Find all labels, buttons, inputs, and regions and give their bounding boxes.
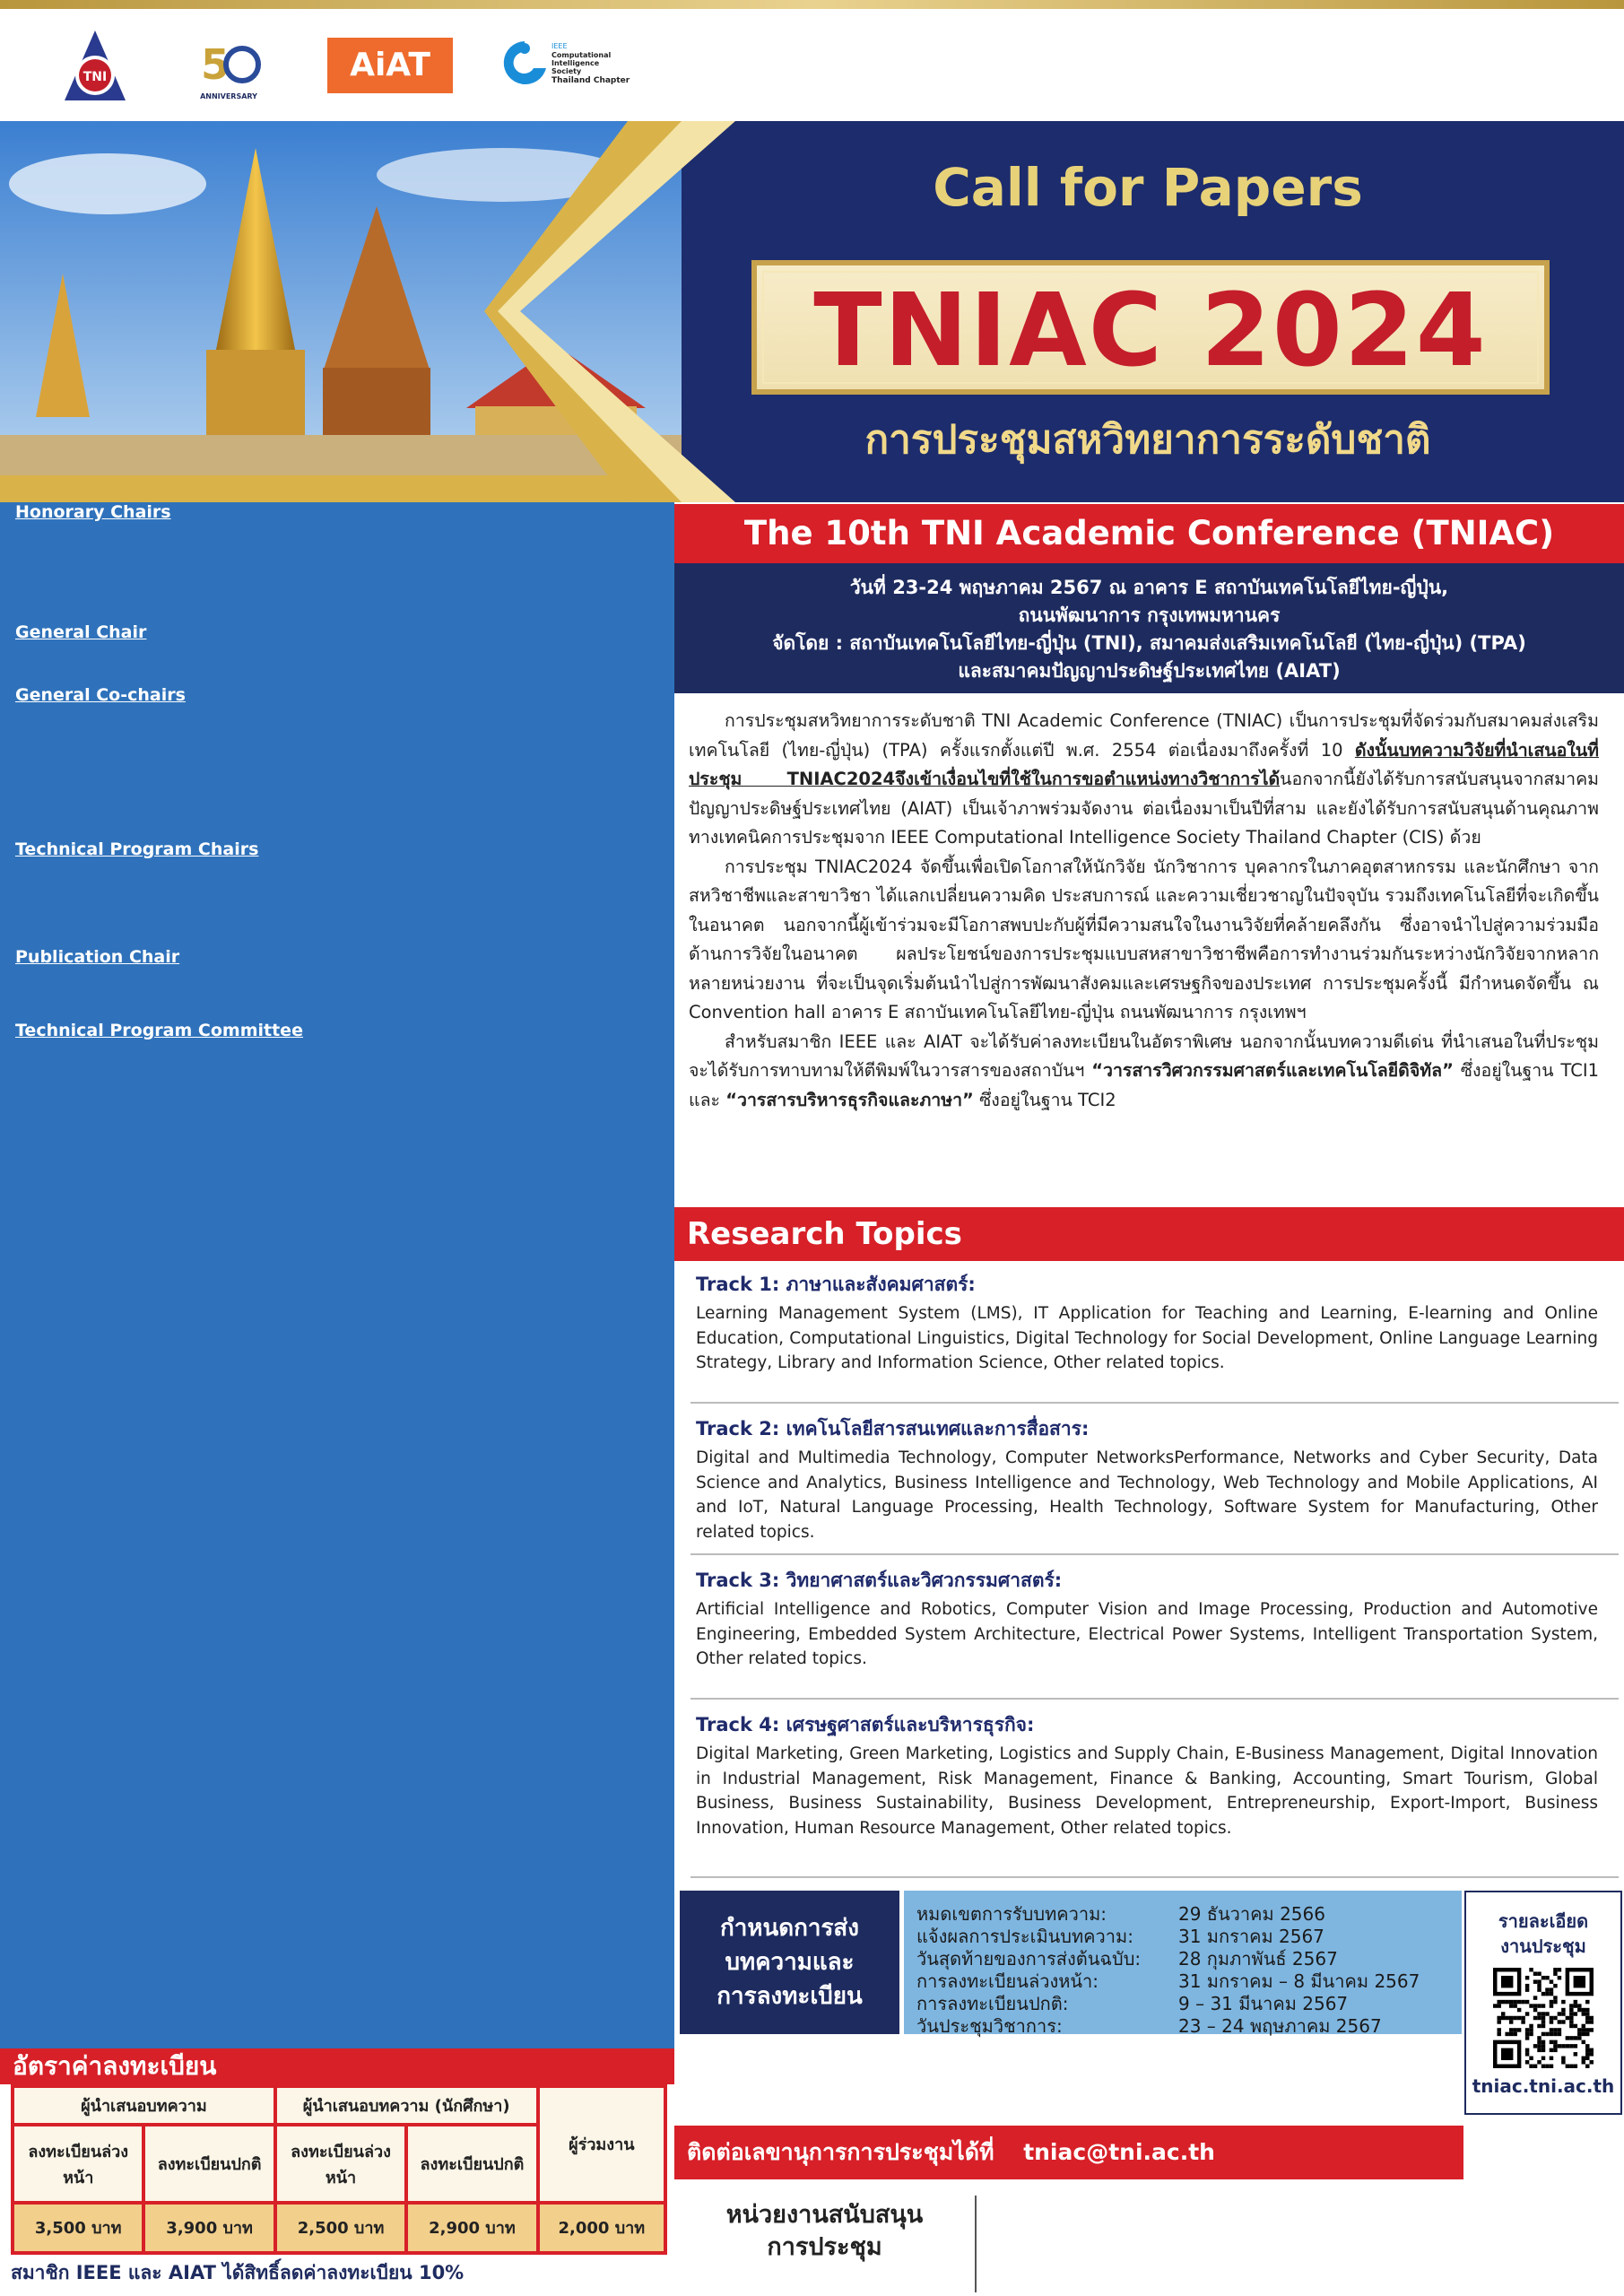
journal-2-name: “วารสารบริหารธุรกิจและภาษา”	[725, 1089, 974, 1110]
schedule-label-line-3: การลงทะเบียน	[716, 1983, 863, 2010]
sponsor-line-2: การประชุม	[767, 2233, 882, 2261]
contact-email[interactable]: tniac@tni.ac.th	[1023, 2139, 1215, 2165]
fee-price: 3,500 บาท	[13, 2203, 143, 2253]
tpc-heading: Technical Program Committee	[15, 1021, 303, 1040]
sponsor-divider	[975, 2196, 977, 2292]
track-3-topics: Artificial Intelligence and Robotics, Computer Vision and Image Processing, Production and Automotive Engineering, Embedded System Architecture, Electrical Power Systems, Intelligent Transportation System, Other related topics.	[696, 1600, 1598, 1668]
qr-title-line-1: รายละเอียด	[1498, 1910, 1589, 1932]
anniversary-text: ANNIVERSARY	[200, 92, 257, 100]
schedule-label-line-2: บทความและ	[725, 1949, 855, 1976]
date-label: วันสุดท้ายของการส่งต้นฉบับ:	[916, 1948, 1142, 1970]
fee-price: 3,900 บาท	[143, 2203, 274, 2253]
description-paragraph-3	[689, 1028, 1599, 1116]
fee-normal-label: ลงทะเบียนปกติ	[406, 2125, 537, 2203]
registration-fee-heading: อัตราค่าลงทะเบียน	[0, 2048, 674, 2084]
conference-edition-heading: The 10th TNI Academic Conference (TNIAC)	[674, 504, 1624, 563]
description-paragraph-1	[689, 707, 1599, 853]
track-2-title: Track 2: เทคโนโลยีสารสนเทศและการสื่อสาร:	[696, 1418, 1090, 1439]
p1-highlight: ดังนั้นบทความวิจัยที่นำเสนอในที่ประชุม TNIAC2024จึงเข้าเงื่อนไขที่ใช้ในการขอตำแหน่งทางวิชาการได้	[689, 739, 1599, 789]
track-3	[696, 1566, 1598, 1672]
ieee-line-3: Society	[551, 67, 582, 75]
logo-bar	[0, 9, 1624, 121]
track-1-topics: Learning Management System (LMS), IT Application for Teaching and Learning, E-learning and Online Education, Computational Linguistics, Digital Technology for Social Development, Online Language Learning Strategy, Library and Information Science, Other related topics.	[696, 1304, 1598, 1372]
svg-text:5: 5	[200, 40, 230, 89]
fee-price: 2,900 บาท	[406, 2203, 537, 2253]
important-dates	[904, 1891, 1462, 2037]
date-label: การลงทะเบียนปกติ:	[916, 1993, 1069, 2014]
p3-part-a: สำหรับสมาชิก IEEE และ AIAT จะได้รับค่าลงทะเบียนในอัตราพิเศษ นอกจากนั้นบทความดีเด่น ที่นำเสนอในที่ประชุม จะได้รับการทาบทามให้ตีพิมพ์ในวารสารของสถาบันฯ	[689, 1031, 1599, 1081]
qr-code-icon[interactable]	[1493, 1968, 1594, 2068]
p3-part-c: ซึ่งอยู่ในฐาน TCI1 และ	[689, 1060, 1599, 1110]
publication-chair-heading: Publication Chair	[15, 947, 180, 967]
tpc-chairs-heading: Technical Program Chairs	[15, 839, 259, 859]
qr-title	[1466, 1909, 1620, 1959]
p1-part-c: นอกจากนี้ยังได้รับการสนับสนุนจากสมาคมปัญญาประดิษฐ์ประเทศไทย (AIAT) เป็นเจ้าภาพร่วมจัดงาน ต่อเนื่องมาเป็นปีที่สาม และยังได้รับการสนับสนุนด้านคุณภาพทางเทคนิคการประชุมจาก IEEE Computational Intelligence Society Thailand Chapter (CIS) ด้วย	[689, 769, 1599, 848]
research-topics-heading: Research Topics	[674, 1207, 1624, 1261]
date-label: การลงทะเบียนล่วงหน้า:	[916, 1970, 1099, 1992]
tni-logo	[61, 29, 129, 111]
track-divider	[690, 1698, 1619, 1700]
track-divider	[690, 1876, 1619, 1878]
conference-url[interactable]: tniac.tni.ac.th	[1472, 2075, 1615, 2097]
qr-panel	[1464, 1891, 1622, 2115]
fee-price: 2,000 บาท	[538, 2203, 665, 2253]
track-2	[696, 1414, 1598, 1544]
info-line-date: วันที่ 23-24 พฤษภาคม 2567 ณ อาคาร E สถาบันเทคโนโลยีไทย-ญี่ปุ่น,	[849, 577, 1449, 598]
ieee-line-1: Computational	[551, 51, 612, 59]
title-frame	[751, 260, 1550, 395]
description-paragraph-2: การประชุม TNIAC2024 จัดขึ้นเพื่อเปิดโอกาสให้นักวิจัย นักวิชาการ บุคลากรในภาคอุตสาหกรรม และนักศึกษา จากสหวิชาชีพและสาขาวิชา ได้แลกเปลี่ยนความคิด ประสบการณ์ และความเชี่ยวชาญในปัจจุบัน รวมถึงเทคโนโลยีที่จะเกิดขึ้นในอนาคต นอกจากนี้ผู้เข้าร่วมจะมีโอกาสพบปะกับผู้ที่มีความสนใจในงานวิจัยที่คล้ายคลึงกัน ซึ่งอาจนำไปสู่ความร่วมมือด้านการวิจัยในอนาคต ผลประโยชน์ของการประชุมแบบสหสาขาวิชาชีพคือการทำงานร่วมกันระหว่างนักวิจัยจากหลากหลายหน่วยงาน ที่จะเป็นจุดเริ่มต้นนำไปสู่การพัฒนาสังคมและเศรษฐกิจของประเทศ การประชุมครั้งนี้ มีกำหนดจัดขึ้น ณ Convention hall อาคาร E สถาบันเทคโนโลยีไทย-ญี่ปุ่น ถนนพัฒนาการ กรุงเทพฯ	[689, 856, 1599, 1022]
date-value: 9 – 31 มีนาคม 2567	[1178, 1993, 1349, 2014]
ieee-line-2: Intelligence	[551, 59, 600, 67]
fee-group-presenter: ผู้นำเสนอบทความ	[13, 2086, 275, 2125]
journal-1-name: “วารสารวิศวกรรมศาสตร์และเทคโนโลยีดิจิทัล”	[1091, 1060, 1454, 1081]
top-gold-stripe	[0, 0, 1624, 9]
member-discount-note: สมาชิก IEEE และ AIAT ได้สิทธิ์ลดค่าลงทะเบียน 10%	[11, 2262, 465, 2283]
date-label: วันประชุมวิชาการ:	[916, 2015, 1063, 2037]
track-3-title: Track 3: วิทยาศาสตร์และวิศวกรรมศาสตร์:	[696, 1570, 1063, 1591]
track-divider	[690, 1553, 1619, 1555]
hero-banner	[0, 121, 1624, 502]
date-value: 29 ธันวาคม 2566	[1178, 1903, 1325, 1925]
sponsors-label	[674, 2188, 975, 2296]
track-4-title: Track 4: เศรษฐศาสตร์และบริหารธุรกิจ:	[696, 1714, 1035, 1735]
ieee-line-4: Thailand Chapter	[551, 76, 630, 85]
date-value: 31 มกราคม – 8 มีนาคม 2567	[1178, 1970, 1420, 1992]
qr-title-line-2: งานประชุม	[1500, 1935, 1586, 1957]
track-2-topics: Digital and Multimedia Technology, Computer NetworksPerformance, Networks and Cyber Security, Data Science and Analytics, Business Intelligence and Technology, Web Technology and Mobile Applications, AI and IoT, Natural Language Processing, Health Technology, Software System for Manufacturing, Other related topics.	[696, 1448, 1598, 1542]
ieee-cis-logo	[498, 36, 641, 102]
track-4-topics: Digital Marketing, Green Marketing, Logistics and Supply Chain, E-Business Management, Digital Innovation in Industrial Management, Risk Management, Finance & Banking, Accounting, Smart Tourism, Global Business, Business Sustainability, Business Development, Entrepreneurship, Export-Import, Business Innovation, Human Resource Management, Other related topics.	[696, 1744, 1598, 1838]
general-chair-heading: General Chair	[15, 622, 147, 642]
date-value: 23 – 24 พฤษภาคม 2567	[1178, 2015, 1382, 2037]
date-value: 28 กุมภาพันธ์ 2567	[1178, 1948, 1338, 1970]
aiat-logo: AiAT	[327, 38, 453, 93]
fee-early-label: ลงทะเบียนล่วงหน้า	[275, 2125, 406, 2203]
schedule-label-line-1: กำหนดการส่ง	[719, 1915, 859, 1942]
anniversary-logo	[188, 34, 269, 109]
contact-label: ติดต่อเลขานุการการประชุมได้ที่	[687, 2139, 994, 2165]
sponsor-line-1: หน่วยงานสนับสนุน	[725, 2201, 924, 2229]
conference-info	[674, 563, 1624, 693]
schedule-label	[680, 1891, 899, 2034]
fee-normal-label: ลงทะเบียนปกติ	[143, 2125, 274, 2203]
track-1	[696, 1270, 1598, 1376]
honorary-chairs-heading: Honorary Chairs	[15, 502, 171, 522]
date-label: แจ้งผลการประเมินบทความ:	[916, 1926, 1133, 1947]
conference-description	[689, 707, 1599, 1115]
registration-fee-table	[11, 2084, 667, 2255]
ieee-line-0: IEEE	[551, 42, 568, 50]
thai-conference-title: การประชุมสหวิทยาการระดับชาติ	[864, 417, 1431, 463]
info-line-organizers-2: และสมาคมปัญญาประดิษฐ์ประเทศไทย (AIAT)	[958, 660, 1341, 682]
p1-part-a: การประชุมสหวิทยาการระดับชาติ TNI Academic Conference (TNIAC) เป็นการประชุมที่จัดร่วมกับสมาคมส่งเสริมเทคโนโลยี (ไทย-ญี่ปุ่น) (TPA) ครั้งแรกตั้งแต่ปี พ.ศ. 2554 ต่อเนื่องมาถึงครั้งที่ 10	[689, 710, 1599, 761]
fee-early-label: ลงทะเบียนล่วงหน้า	[13, 2125, 143, 2203]
tni-logo-text: TNI	[83, 70, 108, 84]
fee-group-attendee: ผู้ร่วมงาน	[538, 2086, 665, 2203]
track-divider	[690, 1402, 1619, 1404]
track-4	[696, 1710, 1598, 1840]
p3-part-e: ซึ่งอยู่ในฐาน TCI2	[973, 1089, 1116, 1110]
track-1-title: Track 1: ภาษาและสังคมศาสตร์:	[696, 1274, 976, 1295]
fee-group-student: ผู้นำเสนอบทความ (นักศึกษา)	[275, 2086, 538, 2125]
conference-title: TNIAC 2024	[813, 273, 1488, 389]
fee-price: 2,500 บาท	[275, 2203, 406, 2253]
date-label: หมดเขตการรับบทความ:	[916, 1903, 1107, 1925]
contact-bar	[674, 2126, 1463, 2179]
info-line-venue: ถนนพัฒนาการ กรุงเทพมหานคร	[1018, 604, 1281, 626]
date-value: 31 มกราคม 2567	[1178, 1926, 1324, 1947]
call-for-papers-heading: Call for Papers	[933, 157, 1363, 218]
general-cochairs-heading: General Co-chairs	[15, 685, 186, 705]
info-line-organizers: จัดโดย : สถาบันเทคโนโลยีไทย-ญี่ปุ่น (TNI), สมาคมส่งเสริมเทคโนโลยี (ไทย-ญี่ปุ่น) (TPA)	[772, 632, 1526, 654]
committee-panel	[0, 502, 674, 2048]
